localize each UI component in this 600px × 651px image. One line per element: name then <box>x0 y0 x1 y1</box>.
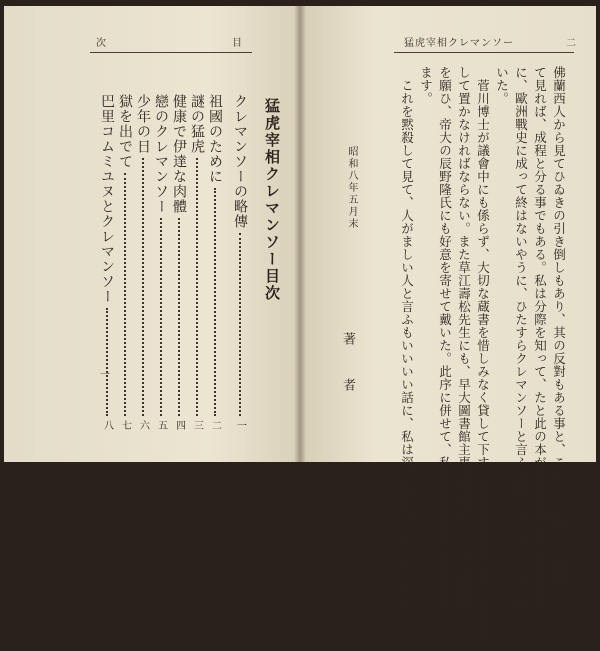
toc-leader <box>124 173 126 416</box>
toc-entry-title: 少年の日 <box>135 94 151 154</box>
toc-entry <box>151 94 171 430</box>
toc-entry-page: 二 <box>209 420 221 430</box>
toc-entry <box>230 94 250 430</box>
toc-entry-page: 一 <box>234 420 246 430</box>
running-header-left: 次 <box>96 38 107 49</box>
preface-author: 著 者 <box>340 332 355 401</box>
toc-leader <box>214 188 216 416</box>
preface-column: 菅川博士が議會中にも係らず、大切な蔵書を惜しみなく貸して下すった御芳志をも、厚く玆に記 <box>475 66 491 638</box>
preface-column: ます。 <box>418 66 434 105</box>
toc-leader <box>239 233 241 416</box>
toc-leader <box>106 308 108 416</box>
header-rule-left <box>90 52 252 53</box>
toc-entry <box>133 94 153 430</box>
toc-entry-page: 八 <box>101 420 113 430</box>
running-header-right: 目 <box>232 38 243 49</box>
toc-entry-title: 謎の猛虎 <box>189 94 205 154</box>
toc-leader <box>196 158 198 416</box>
toc-entry <box>169 94 189 430</box>
toc-entry <box>115 94 135 430</box>
toc-entry-title: 祖國のために <box>207 94 223 184</box>
toc-leader <box>160 218 162 416</box>
toc-entry-page: 三 <box>191 420 203 430</box>
toc-entry-page: 五 <box>155 420 167 430</box>
running-header: 猛虎宰相クレマンソー <box>404 38 514 49</box>
preface-date: 昭和八年五月末 <box>346 146 357 230</box>
toc-entry-title: 戀のクレマンソー <box>153 94 169 214</box>
toc-entry-title: 獄を出でて <box>117 94 133 169</box>
preface-column: 佛蘭西人から見てひゐきの引き倒しもあり、其の反對もある事と、この三つを寄への要素にし <box>551 66 567 612</box>
toc-entry <box>205 94 225 430</box>
toc-entry-title: 健康で伊達な肉體 <box>171 94 187 214</box>
toc-leader <box>178 218 180 416</box>
header-rule-right <box>394 52 574 53</box>
right-page-number: 二 <box>566 38 576 49</box>
toc-title: 猛虎宰相クレマンソー目次 <box>263 98 281 302</box>
preface-column: て見れば、成程と分る事でもある。私は分際を知って、たと此の本が政治史的に成らないやう <box>532 66 548 612</box>
preface-column: に、歐洲戰史に成って終はないやうに、ひたすらクレマンソーと言ふ主綱にかぢりついて、書 <box>513 66 529 612</box>
toc-entry-page: 四 <box>173 420 185 430</box>
book-gutter <box>294 6 306 462</box>
toc-entry-title: クレマンソーの略傳 <box>232 94 248 229</box>
toc-leader <box>142 158 144 416</box>
preface-column: これを黙殺して見て、人がましい人と言ふもいいいい話に、私は深く恥ぢなければならなかった。 <box>399 66 415 651</box>
preface-column: いた。 <box>494 66 510 105</box>
toc-entry-page: 七 <box>119 420 131 430</box>
toc-entry-title: 巴里コムミユヌとクレマンソー <box>99 94 115 304</box>
toc-entry <box>187 94 207 430</box>
left-page-number: 一 <box>100 370 110 381</box>
preface-column: を願ひ、帝大の辰野隆氏にも好意を寄せて戴いた。此序に併せて、私の謝意を述べさせて戴き <box>437 66 453 612</box>
preface-column: して置かなければならない。また草江壽松先生にも、早大圖書館主事小林氏にも、多々御面倒 <box>456 66 472 612</box>
toc-entry-page: 六 <box>137 420 149 430</box>
